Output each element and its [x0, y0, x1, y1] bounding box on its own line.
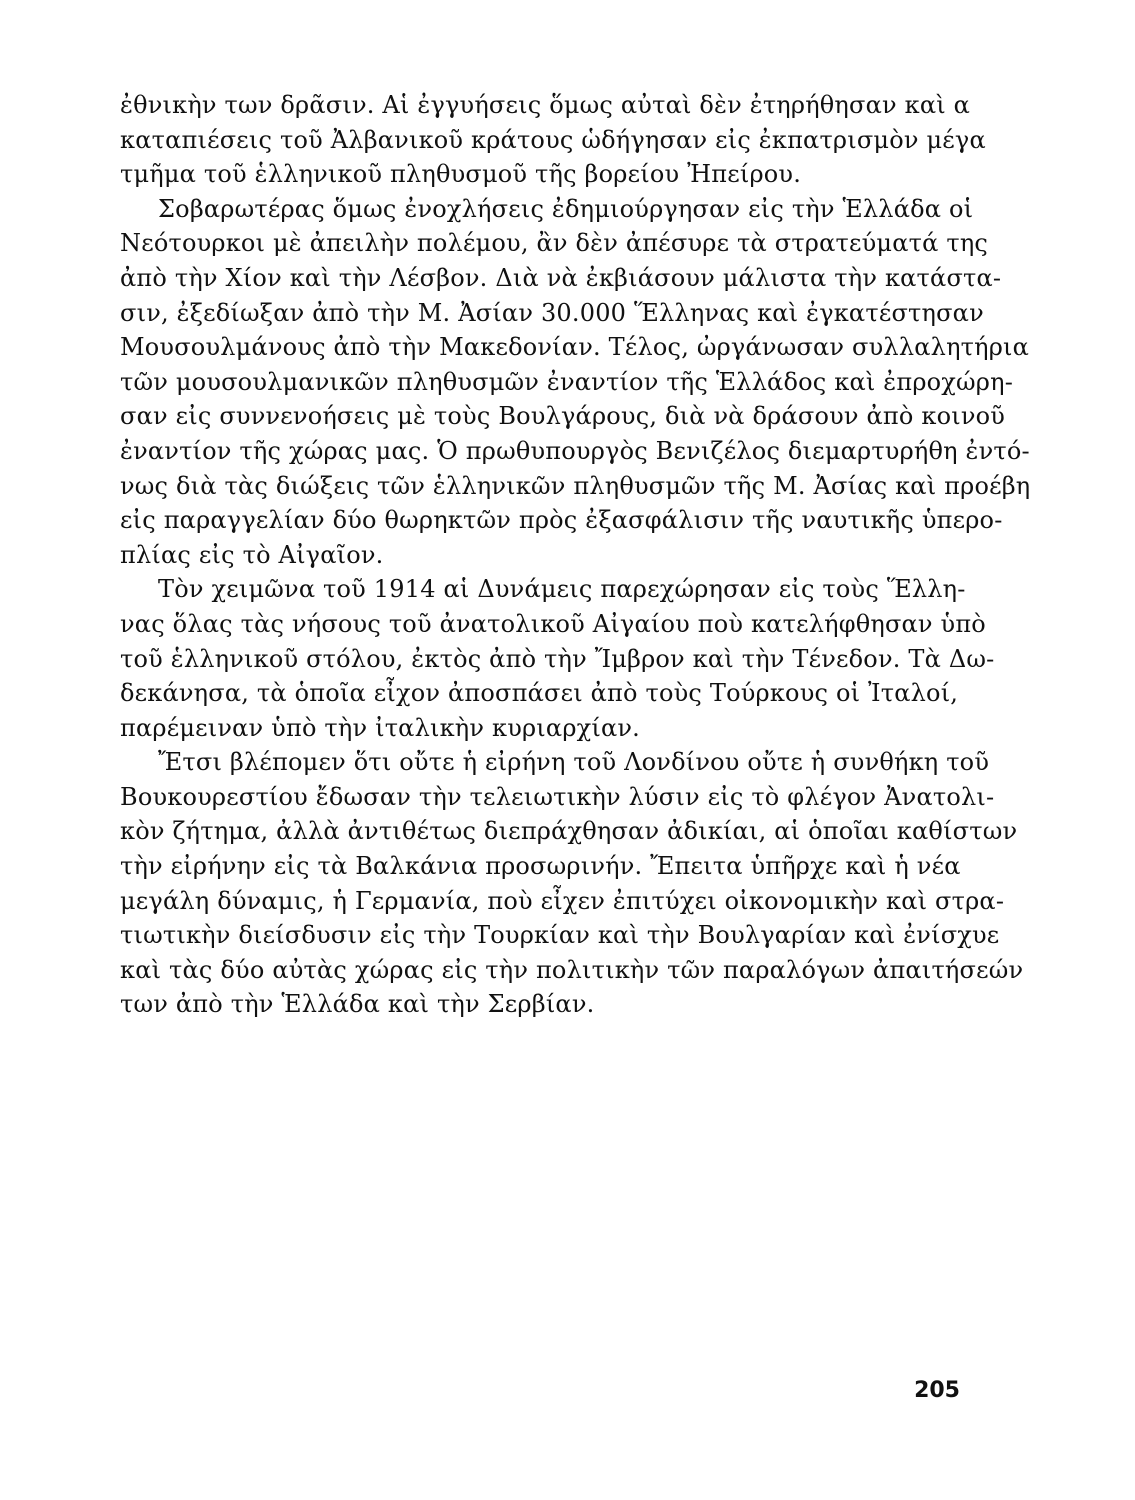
- paragraph-start-line: Ἔτσι βλέπομεν ὅτι οὔτε ἡ εἰρήνη τοῦ Λονδίνου οὔτε ἡ συνθήκη τοῦ: [158, 748, 990, 777]
- text-line: καὶ τὰς δύο αὐτὰς χώρας εἰς τὴν πολιτικὴν τῶν παραλόγων ἀπαιτήσεών: [120, 955, 1024, 984]
- text-line: παρέμειναν ὑπὸ τὴν ἰταλικὴν κυριαρχίαν.: [120, 713, 641, 742]
- text-line: πλίας εἰς τὸ Αἰγαῖον.: [120, 540, 384, 569]
- text-line: Μουσουλμάνους ἀπὸ τὴν Μακεδονίαν. Τέλος, ὠργάνωσαν συλλαλητήρια: [120, 333, 1030, 362]
- text-line: καταπιέσεις τοῦ Ἀλβανικοῦ κράτους ὡδήγησαν εἰς ἐκπατρισμὸν μέγα: [120, 125, 986, 154]
- text-line: τμῆμα τοῦ ἑλληνικοῦ πληθυσμοῦ τῆς βορείου Ἠπείρου.: [120, 160, 802, 189]
- text-line: σιν, ἐξεδίωξαν ἀπὸ τὴν Μ. Ἀσίαν 30.000 Ἕλληνας καὶ ἐγκατέστησαν: [120, 298, 984, 327]
- text-line: τιωτικὴν διείσδυσιν εἰς τὴν Τουρκίαν καὶ τὴν Βουλγαρίαν καὶ ἐνίσχυε: [120, 921, 1000, 950]
- text-line: ἐθνικὴν των δρᾶσιν. Αἱ ἐγγυήσεις ὅμως αὐταὶ δὲν ἐτηρήθησαν καὶ α: [120, 91, 971, 119]
- text-line: κὸν ζήτημα, ἀλλὰ ἀντιθέτως διεπράχθησαν ἀδικίαι, αἱ ὁποῖαι καθίστων: [120, 817, 1018, 846]
- text-line: των ἀπὸ τὴν Ἑλλάδα καὶ τὴν Σερβίαν.: [120, 990, 595, 1019]
- text-line: τὴν εἰρήνην εἰς τὰ Βαλκάνια προσωρινήν. Ἔπειτα ὑπῆρχε καὶ ἡ νέα: [120, 852, 961, 881]
- text-line: μεγάλη δύναμις, ἡ Γερμανία, ποὺ εἶχεν ἐπιτύχει οἰκονομικὴν καὶ στρα-: [120, 886, 1005, 915]
- text-line: ἀπὸ τὴν Χίον καὶ τὴν Λέσβον. Διὰ νὰ ἐκβιάσουν μάλιστα τὴν κατάστα-: [120, 263, 1002, 292]
- text-line: δεκάνησα, τὰ ὁποῖα εἶχον ἀποσπάσει ἀπὸ τοὺς Τούρκους οἱ Ἰταλοί,: [120, 679, 959, 708]
- paragraph-start-line: Σοβαρωτέρας ὅμως ἐνοχλήσεις ἐδημιούργησαν εἰς τὴν Ἑλλάδα οἱ: [158, 194, 974, 223]
- text-line: νως διὰ τὰς διώξεις τῶν ἑλληνικῶν πληθυσμῶν τῆς Μ. Ἀσίας καὶ προέβη: [120, 471, 1031, 500]
- text-line: ἐναντίον τῆς χώρας μας. Ὁ πρωθυπουργὸς Βενιζέλος διεμαρτυρήθη ἐντό-: [120, 436, 1030, 465]
- page-number: 205: [914, 1378, 960, 1403]
- text-line: εἰς παραγγελίαν δύο θωρηκτῶν πρὸς ἐξασφάλισιν τῆς ναυτικῆς ὑπερο-: [120, 506, 1003, 535]
- text-line: σαν εἰς συννενοήσεις μὲ τοὺς Βουλγάρους, διὰ νὰ δράσουν ἀπὸ κοινοῦ: [120, 402, 1006, 431]
- text-line: Βουκουρεστίου ἔδωσαν τὴν τελειωτικὴν λύσιν εἰς τὸ φλέγον Ἀνατολι-: [120, 782, 995, 811]
- text-line: τῶν μουσουλμανικῶν πληθυσμῶν ἐναντίον τῆς Ἑλλάδος καὶ ἐπροχώρη-: [120, 367, 1014, 396]
- text-line: τοῦ ἑλληνικοῦ στόλου, ἐκτὸς ἀπὸ τὴν Ἴμβρον καὶ τὴν Τένεδον. Τὰ Δω-: [120, 644, 995, 673]
- text-line: Νεότουρκοι μὲ ἀπειλὴν πολέμου, ἂν δὲν ἀπέσυρε τὰ στρατεύματά της: [120, 229, 989, 258]
- text-line: νας ὅλας τὰς νήσους τοῦ ἀνατολικοῦ Αἰγαίου ποὺ κατελήφθησαν ὑπὸ: [120, 609, 986, 638]
- paragraph-start-line: Τὸν χειμῶνα τοῦ 1914 αἱ Δυνάμεις παρεχώρησαν εἰς τοὺς Ἕλλη-: [158, 575, 966, 604]
- body-text: [120, 88, 1031, 1022]
